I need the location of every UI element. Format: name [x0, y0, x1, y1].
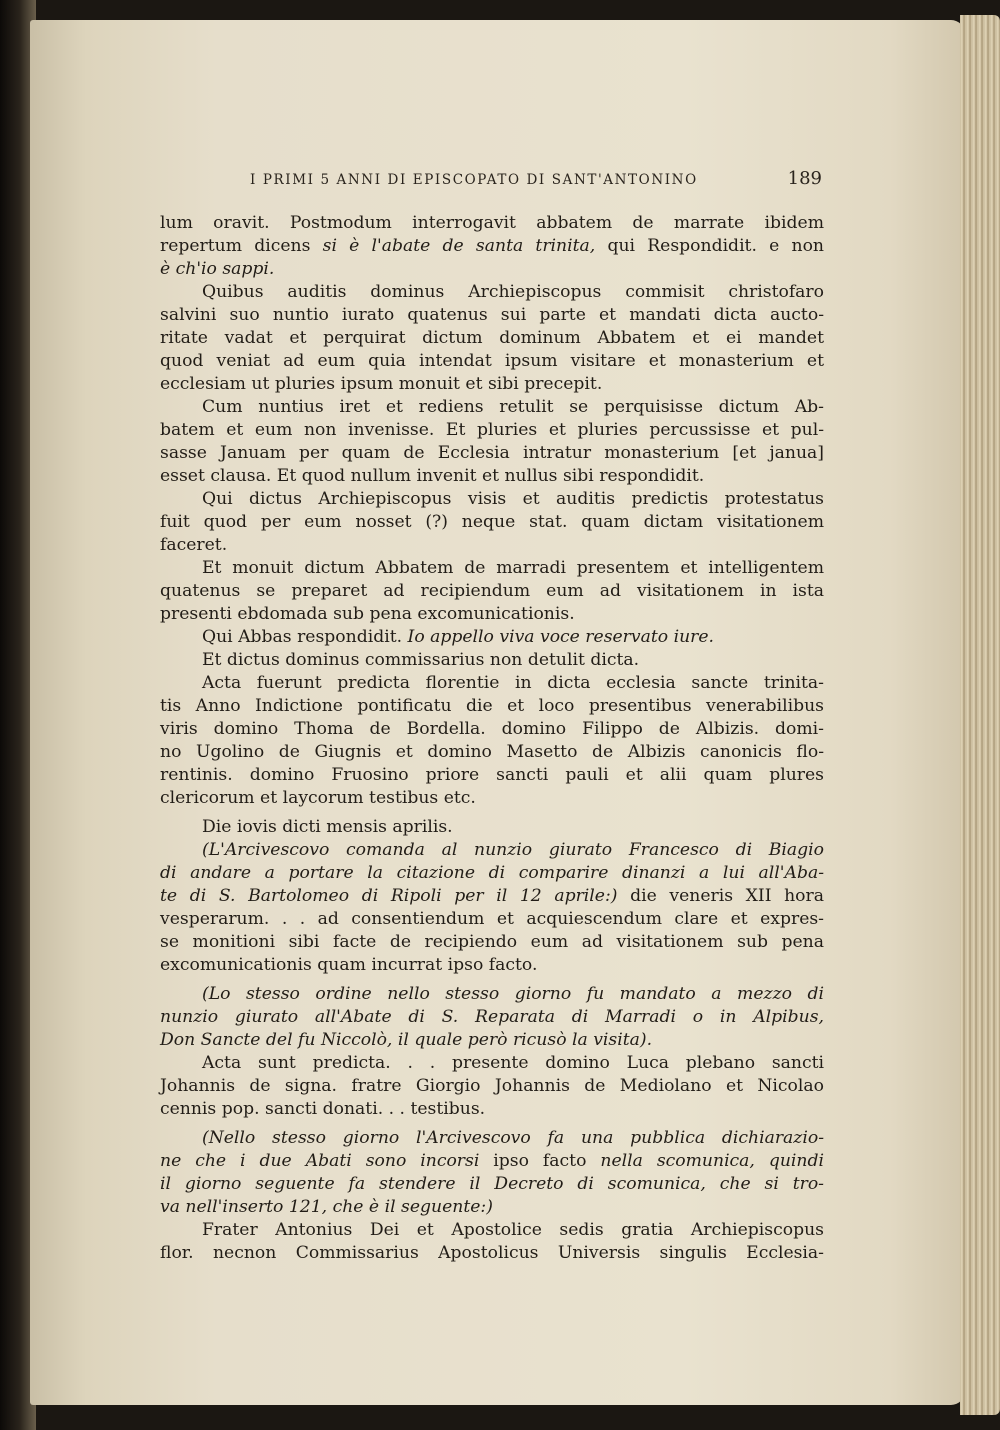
text-line: viris domino Thoma de Bordella. domino Filippo de Albizis. domi-: [160, 719, 824, 739]
text-line: (Nello stesso giorno l'Arcivescovo fa una pubblica dichiarazio-: [202, 1128, 824, 1148]
text-line: Et monuit dictum Abbatem de marradi presentem et intelligentem: [202, 558, 824, 578]
text-line: presenti ebdomada sub pena excomunicationis.: [160, 604, 575, 624]
body-text: [160, 212, 824, 1265]
running-title: I PRIMI 5 ANNI DI EPISCOPATO DI SANT'ANTONINO: [250, 172, 698, 188]
text-line: batem et eum non invenisse. Et pluries et pluries percussisse et pul-: [160, 420, 824, 440]
text-line: va nell'inserto 121, che è il seguente:): [160, 1197, 493, 1217]
text-line: vesperarum. . . ad consentiendum et acquiescendum clare et expres-: [160, 909, 824, 929]
text-line: flor. necnon Commissarius Apostolicus Universis singulis Ecclesia-: [160, 1243, 824, 1263]
text-line: Frater Antonius Dei et Apostolice sedis gratia Archiepiscopus: [202, 1220, 824, 1240]
text-line: ne che i due Abati sono incorsi ipso facto nella scomunica, quindi: [160, 1151, 824, 1171]
text-line: di andare a portare la citazione di comparire dinanzi a lui all'Aba-: [160, 863, 824, 883]
text-line: salvini suo nuntio iurato quatenus sui parte et mandati dicta aucto-: [160, 305, 824, 325]
text-line: sasse Januam per quam de Ecclesia intratur monasterium [et janua]: [160, 443, 824, 463]
text-line: è ch'io sappi.: [160, 259, 275, 279]
text-line: tis Anno Indictione pontificatu die et loco presentibus venerabilibus: [160, 696, 824, 716]
text-line: se monitioni sibi facte de recipiendo eum ad visitationem sub pena: [160, 932, 824, 952]
text-line: te di S. Bartolomeo di Ripoli per il 12 aprile:) die veneris XII hora: [160, 886, 824, 906]
text-line: fuit quod per eum nosset (?) neque stat. quam dictam visitationem: [160, 512, 824, 532]
text-line: (L'Arcivescovo comanda al nunzio giurato Francesco di Biagio: [202, 840, 824, 860]
text-line: il giorno seguente fa stendere il Decreto di scomunica, che si tro-: [160, 1174, 824, 1194]
text-line: Quibus auditis dominus Archiepiscopus commisit christofaro: [202, 282, 824, 302]
page-edges: [960, 15, 1000, 1415]
text-line: Cum nuntius iret et rediens retulit se perquisisse dictum Ab-: [202, 397, 824, 417]
text-line: Die iovis dicti mensis aprilis.: [202, 817, 453, 837]
text-line: ecclesiam ut pluries ipsum monuit et sibi precepit.: [160, 374, 603, 394]
text-line: ritate vadat et perquirat dictum dominum Abbatem et ei mandet: [160, 328, 824, 348]
text-line: Acta sunt predicta. . . presente domino Luca plebano sancti: [202, 1053, 824, 1073]
text-line: clericorum et laycorum testibus etc.: [160, 788, 476, 808]
text-line: Acta fuerunt predicta florentie in dicta ecclesia sancte trinita-: [202, 673, 824, 693]
text-line: esset clausa. Et quod nullum invenit et nullus sibi respondidit.: [160, 466, 705, 486]
text-line: Don Sancte del fu Niccolò, il quale però ricusò la visita).: [160, 1030, 653, 1050]
text-line: no Ugolino de Giugnis et domino Masetto de Albizis canonicis flo-: [160, 742, 824, 762]
text-line: nunzio giurato all'Abate di S. Reparata di Marradi o in Alpibus,: [160, 1007, 824, 1027]
text-line: Johannis de signa. fratre Giorgio Johannis de Mediolano et Nicolao: [160, 1076, 824, 1096]
text-line: lum oravit. Postmodum interrogavit abbatem de marrate ibidem: [160, 213, 824, 233]
text-line: faceret.: [160, 535, 228, 555]
text-line: Et dictus dominus commissarius non detulit dicta.: [202, 650, 640, 670]
text-line: rentinis. domino Fruosino priore sancti pauli et alii quam plures: [160, 765, 824, 785]
text-line: quatenus se preparet ad recipiendum eum ad visitationem in ista: [160, 581, 824, 601]
page-number: 189: [787, 168, 822, 189]
text-line: cennis pop. sancti donati. . . testibus.: [160, 1099, 486, 1119]
text-line: (Lo stesso ordine nello stesso giorno fu mandato a mezzo di: [202, 984, 824, 1004]
text-line: quod veniat ad eum quia intendat ipsum visitare et monasterium et: [160, 351, 824, 371]
text-line: Qui Abbas respondidit. Io appello viva voce reservato iure.: [202, 627, 714, 647]
text-line: excomunicationis quam incurrat ipso facto.: [160, 955, 538, 975]
running-head: [160, 170, 824, 196]
text-line: Qui dictus Archiepiscopus visis et auditis predictis protestatus: [202, 489, 824, 509]
text-line: repertum dicens si è l'abate de santa trinita, qui Respondidit. e non: [160, 236, 824, 256]
